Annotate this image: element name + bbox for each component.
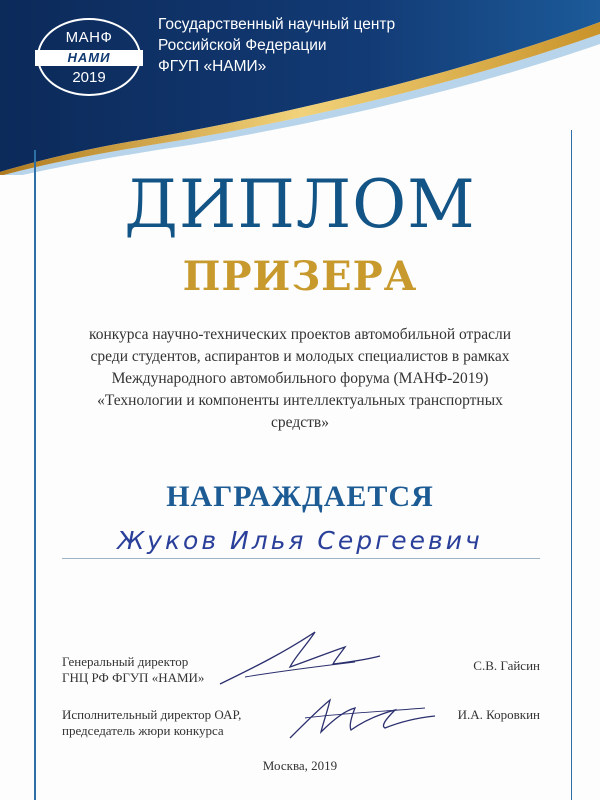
logo-top-text: МАНФ (65, 29, 113, 46)
description-line: средств» (271, 414, 329, 431)
frame-line-left (34, 150, 36, 800)
signatory-2-name: И.А. Коровкин (457, 707, 540, 722)
description-line: «Технологии и компоненты интеллектуальных транспортных (97, 392, 503, 409)
description-line: Международного автомобильного форума (МАНФ-2019) (111, 370, 489, 387)
logo-nami-text: НАМИ (35, 50, 143, 66)
recipient-underline (62, 558, 540, 559)
signatory-1-role (62, 654, 204, 686)
signatory-2-role (62, 707, 241, 739)
header-banner (0, 0, 600, 175)
contest-description (50, 324, 550, 434)
signatory-1-name: С.В. Гайсин (473, 658, 540, 673)
signatory-1-role-line-1: Генеральный директор (62, 654, 189, 669)
recipient-name: Жуков Илья Сергеевич (117, 526, 483, 555)
awarded-label: НАГРАЖДАЕТСЯ (166, 480, 434, 513)
signatory-2-role-line-1: Исполнительный директор ОАР, (62, 707, 242, 722)
description-line: среди студентов, аспирантов и молодых специалистов в рамках (90, 348, 510, 365)
diploma-title: ДИПЛОМ (124, 166, 476, 243)
signatory-1-role-line-2: ГНЦ РФ ФГУП «НАМИ» (62, 670, 205, 685)
footer-place-date: Москва, 2019 (262, 758, 338, 773)
signatory-2-role-line-2: председатель жюри конкурса (62, 723, 224, 738)
org-line-3: ФГУП «НАМИ» (158, 58, 267, 75)
signature-2 (285, 688, 445, 748)
org-line-1: Государственный научный центр (158, 16, 396, 33)
organization-name (158, 14, 395, 77)
signature-1 (215, 622, 385, 692)
manf-logo (37, 18, 141, 96)
description-line: конкурса научно-технических проектов автомобильной отрасли (88, 326, 512, 343)
logo-year: 2019 (72, 69, 106, 86)
diploma-subtitle: ПРИЗЕРА (182, 253, 418, 300)
org-line-2: Российской Федерации (158, 37, 327, 54)
